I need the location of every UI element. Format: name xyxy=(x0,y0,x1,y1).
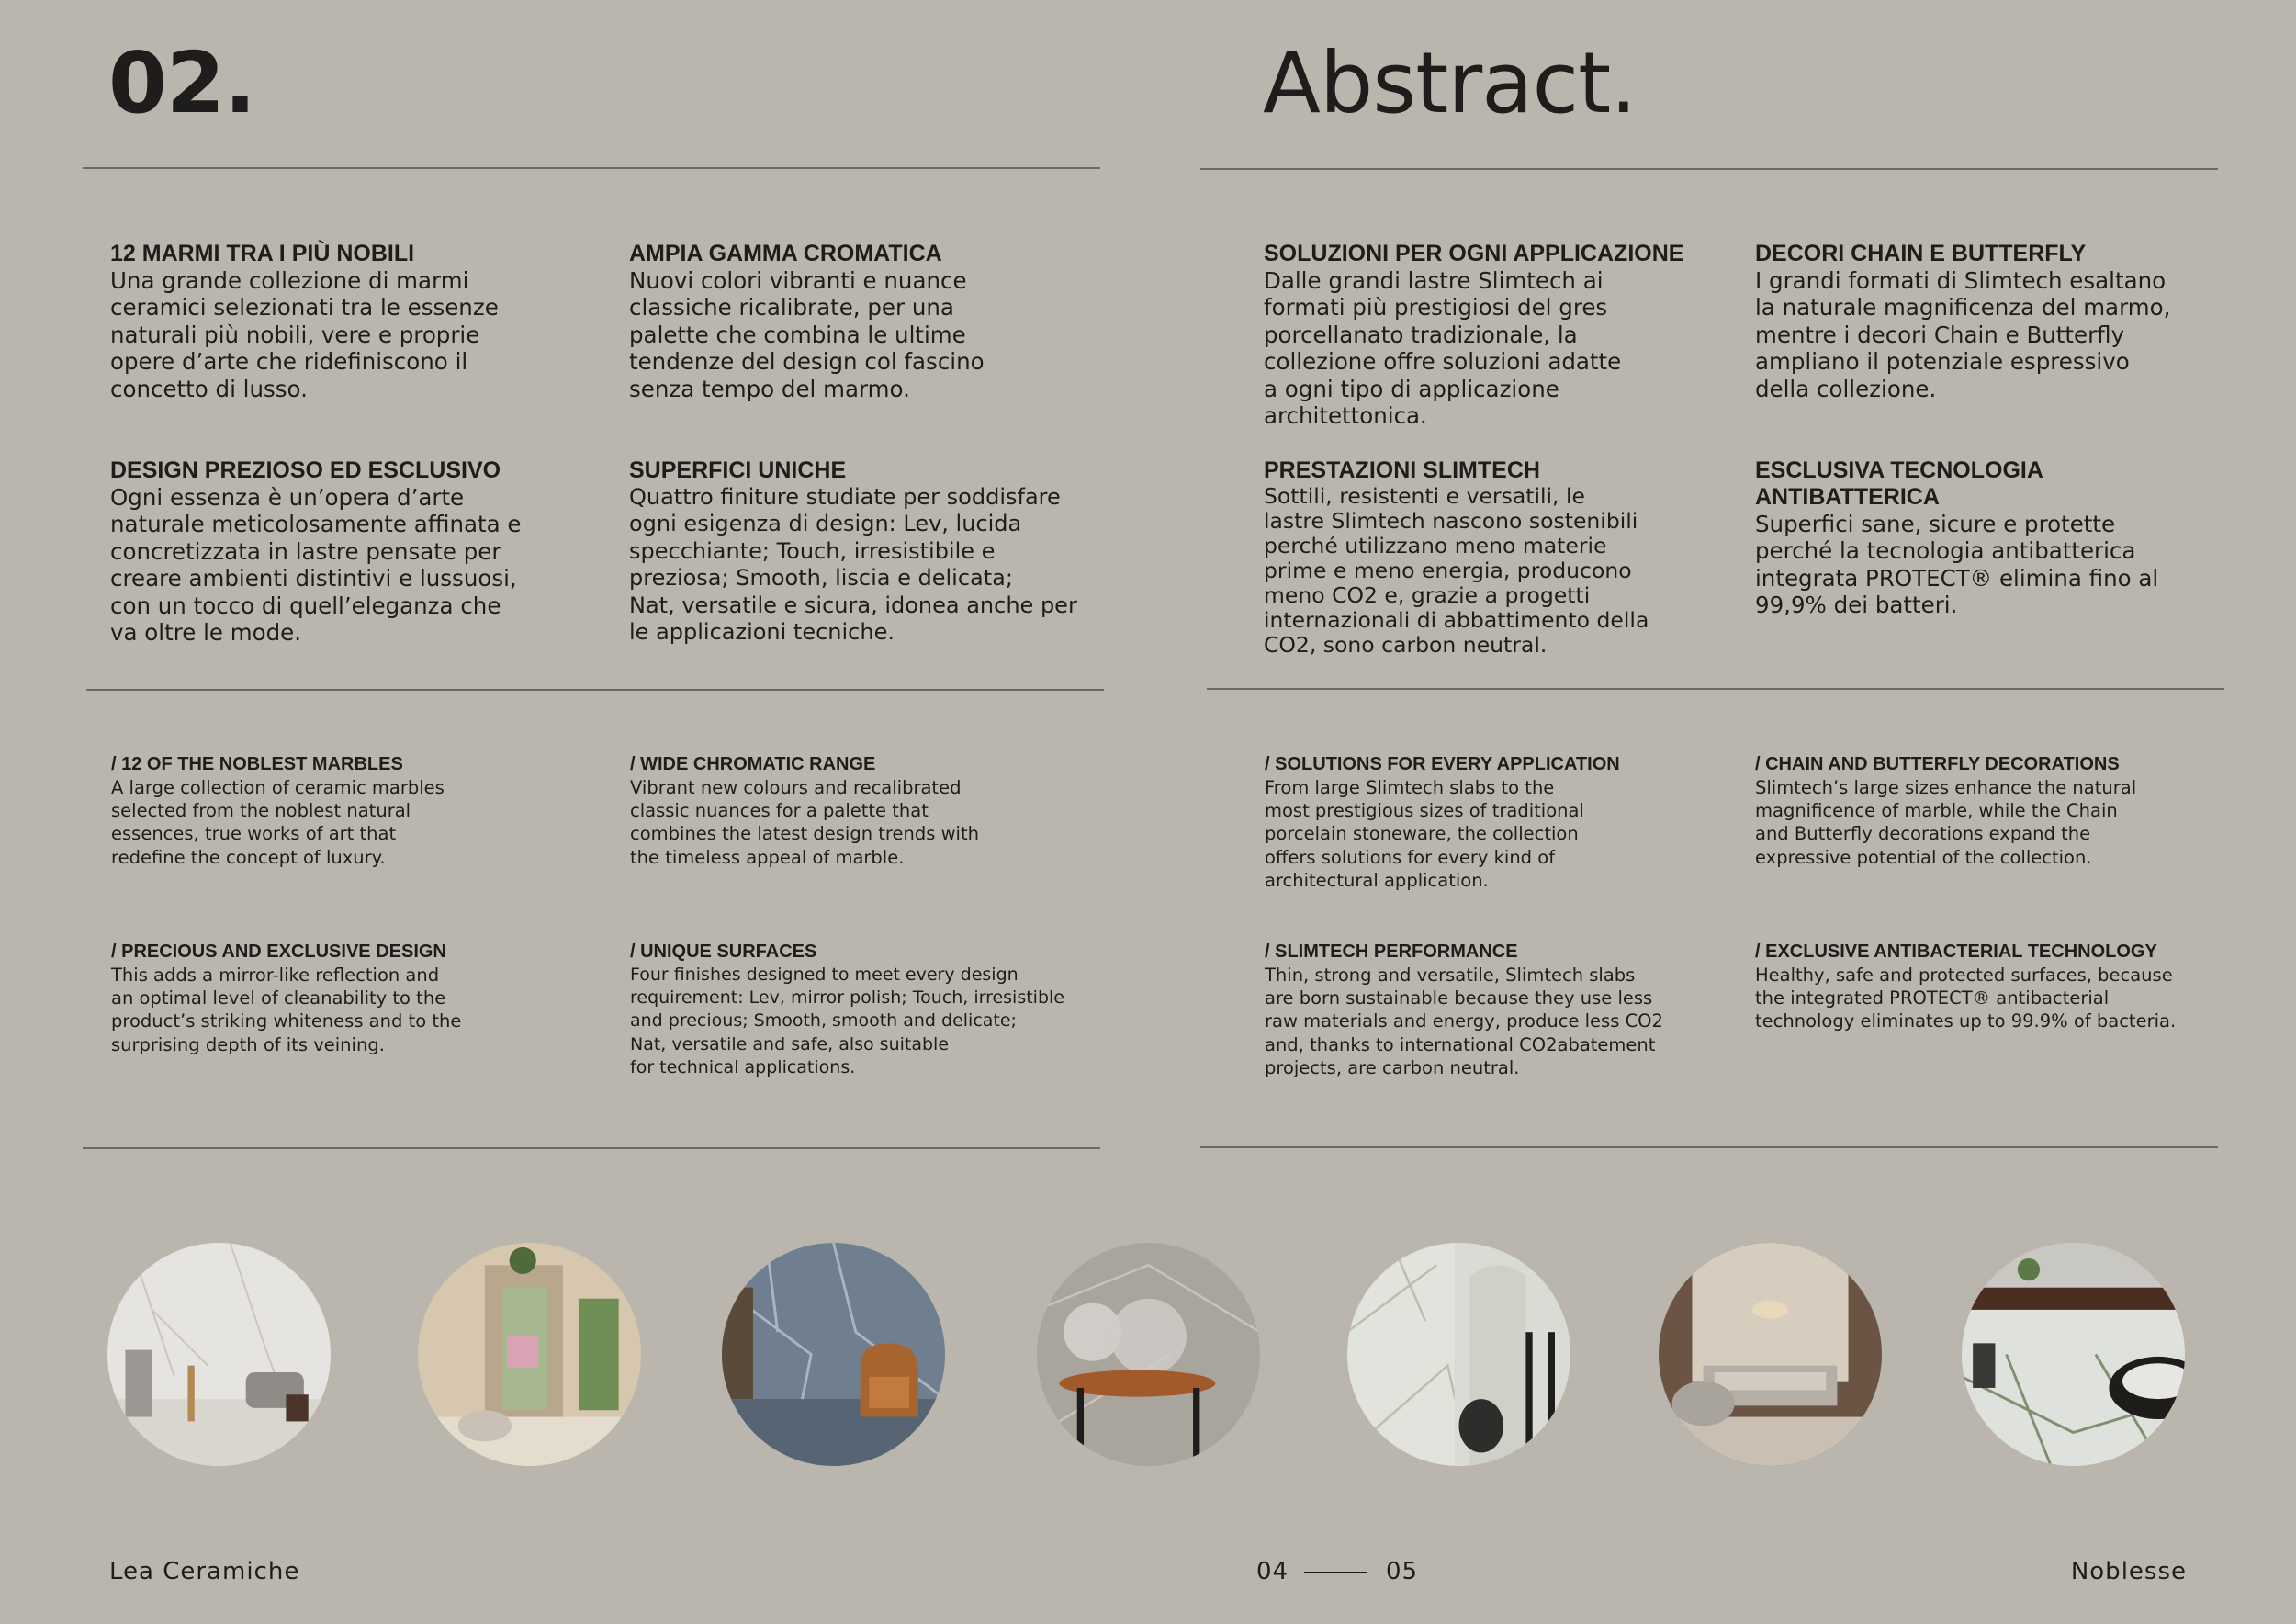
feature-block-it xyxy=(1755,457,2233,619)
feature-text: A large collection of ceramic marbles selected from the noblest natural essences, true works of art that redefine the concept of luxury. xyxy=(111,777,445,868)
ambient-photo-bathroom-green-marble xyxy=(1962,1243,2185,1466)
feature-title: DESIGN PREZIOSO ED ESCLUSIVO xyxy=(110,457,501,483)
feature-title: / EXCLUSIVE ANTIBACTERIAL TECHNOLOGY xyxy=(1755,942,2157,962)
page-number-right: 05 xyxy=(1386,1558,1419,1585)
feature-text: Dalle grandi lastre Slimtech ai formati più prestigiosi del gres porcellanato tradizionale, la collezione offre soluzioni adatte a ogni tipo di applicazione architettonica. xyxy=(1264,267,1622,430)
divider xyxy=(86,689,1104,691)
feature-block-it xyxy=(629,241,1107,402)
feature-title: / SOLUTIONS FOR EVERY APPLICATION xyxy=(1265,754,1620,774)
feature-block-it xyxy=(1264,241,1741,429)
section-number: 02. xyxy=(108,34,255,132)
feature-text: Healthy, safe and protected surfaces, because the integrated PROTECT® antibacterial technology eliminates up to 99.9% of bacteria. xyxy=(1755,964,2177,1032)
feature-text: Ogni essenza è un’opera d’arte naturale meticolosamente affinata e concretizzata in lastre pensate per creare ambienti distintivi e lussuosi, con un tocco di quell’eleganza che va oltre le mode. xyxy=(110,484,522,647)
footer-brand: Lea Ceramiche xyxy=(109,1558,300,1585)
feature-text: Nuovi colori vibranti e nuance classiche ricalibrate, per una palette che combina le ultime tendenze del design col fascino senza tempo del marmo. xyxy=(629,267,985,402)
ambient-photo-bathroom-white xyxy=(107,1243,331,1466)
feature-block-en xyxy=(630,941,1144,1079)
feature-block-it xyxy=(1264,457,1741,658)
divider xyxy=(1207,688,2224,690)
ambient-photo-interior-beige xyxy=(418,1243,641,1466)
page-number-left: 04 xyxy=(1256,1558,1289,1585)
feature-title: / 12 OF THE NOBLEST MARBLES xyxy=(111,754,403,774)
ambient-photo-blue-marble xyxy=(722,1243,945,1466)
feature-text: Sottili, resistenti e versatili, le lastre Slimtech nascono sostenibili perché utilizzano meno materie prime e meno energia, producono meno CO2 e, grazie a progetti internazionali di abbattimento della CO2, sono carbon neutral. xyxy=(1264,483,1649,658)
feature-title: / UNIQUE SURFACES xyxy=(630,942,817,962)
ambient-photo-glass-sculpture xyxy=(1037,1243,1260,1466)
feature-text: Slimtech’s large sizes enhance the natural magnificence of marble, while the Chain and Butterfly decorations expand the expressive potential of the collection. xyxy=(1755,777,2137,868)
feature-text: I grandi formati di Slimtech esaltano la naturale magnificenza del marmo, mentre i decori Chain e Butterfly ampliano il potenziale espressivo della collezione. xyxy=(1755,267,2171,402)
page-separator xyxy=(1304,1572,1367,1573)
feature-block-en xyxy=(111,753,607,869)
feature-text: This adds a mirror-like reflection and an optimal level of cleanability to the product’s striking whiteness and to the surprising depth of its veining. xyxy=(111,964,462,1055)
feature-title: / PRECIOUS AND EXCLUSIVE DESIGN xyxy=(111,942,446,962)
feature-title: DECORI CHAIN E BUTTERFLY xyxy=(1755,241,2087,266)
feature-title: / WIDE CHROMATIC RANGE xyxy=(630,754,876,774)
feature-text: Thin, strong and versatile, Slimtech slabs are born sustainable because they use less raw materials and energy, produce less CO2 and, thanks to international CO2abatement projects, are carbon neutral. xyxy=(1265,964,1663,1078)
feature-block-en xyxy=(1755,941,2269,1033)
feature-block-it xyxy=(110,241,588,402)
divider xyxy=(83,1147,1100,1149)
feature-block-en xyxy=(1755,753,2269,869)
feature-title: 12 MARMI TRA I PIÙ NOBILI xyxy=(110,241,415,266)
feature-text: Quattro finiture studiate per soddisfare ogni esigenza di design: Lev, lucida specchiante; Touch, irresistibile e preziosa; Smooth, liscia e delicata; Nat, versatile e sicura, idonea anche per le applicazioni tecniche. xyxy=(629,484,1077,646)
ambient-photo-bedroom xyxy=(1659,1243,1882,1466)
feature-title: / SLIMTECH PERFORMANCE xyxy=(1265,942,1518,962)
feature-title: SOLUZIONI PER OGNI APPLICAZIONE xyxy=(1264,241,1684,266)
feature-text: From large Slimtech slabs to the most prestigious sizes of traditional porcelain stoneware, the collection offers solutions for every kind of architectural application. xyxy=(1265,777,1584,891)
footer-collection: Noblesse xyxy=(2070,1558,2187,1585)
feature-title: PRESTAZIONI SLIMTECH xyxy=(1264,457,1540,483)
divider xyxy=(1200,1146,2218,1148)
ambient-photo-white-marble-lamp xyxy=(1347,1243,1570,1466)
feature-title: ESCLUSIVA TECNOLOGIA ANTIBATTERICA xyxy=(1755,457,2043,510)
feature-block-en xyxy=(630,753,1144,869)
feature-text: Vibrant new colours and recalibrated classic nuances for a palette that combines the latest design trends with the timeless appeal of marble. xyxy=(630,777,979,868)
divider xyxy=(1200,168,2218,170)
feature-title: SUPERFICI UNICHE xyxy=(629,457,847,483)
feature-text: Una grande collezione di marmi ceramici selezionati tra le essenze naturali più nobili, vere e proprie opere d’arte che ridefiniscono il concetto di lusso. xyxy=(110,267,499,402)
divider xyxy=(83,167,1100,169)
feature-title: AMPIA GAMMA CROMATICA xyxy=(629,241,942,266)
feature-text: Four finishes designed to meet every design requirement: Lev, mirror polish; Touch, irresistible and precious; Smooth, smooth and delicate; Nat, versatile and safe, also suitable for technical applications. xyxy=(630,964,1064,1077)
feature-block-it xyxy=(1755,241,2233,402)
section-title: Abstract. xyxy=(1263,34,1637,132)
feature-text: Superfici sane, sicure e protette perché la tecnologia antibatterica integrata PROTECT® elimina fino al 99,9% dei batteri. xyxy=(1755,511,2159,619)
feature-block-en xyxy=(1265,753,1761,892)
feature-block-it xyxy=(629,457,1143,646)
feature-block-en xyxy=(1265,941,1761,1079)
feature-block-en xyxy=(111,941,607,1056)
feature-block-it xyxy=(110,457,625,646)
feature-title: / CHAIN AND BUTTERFLY DECORATIONS xyxy=(1755,754,2120,774)
